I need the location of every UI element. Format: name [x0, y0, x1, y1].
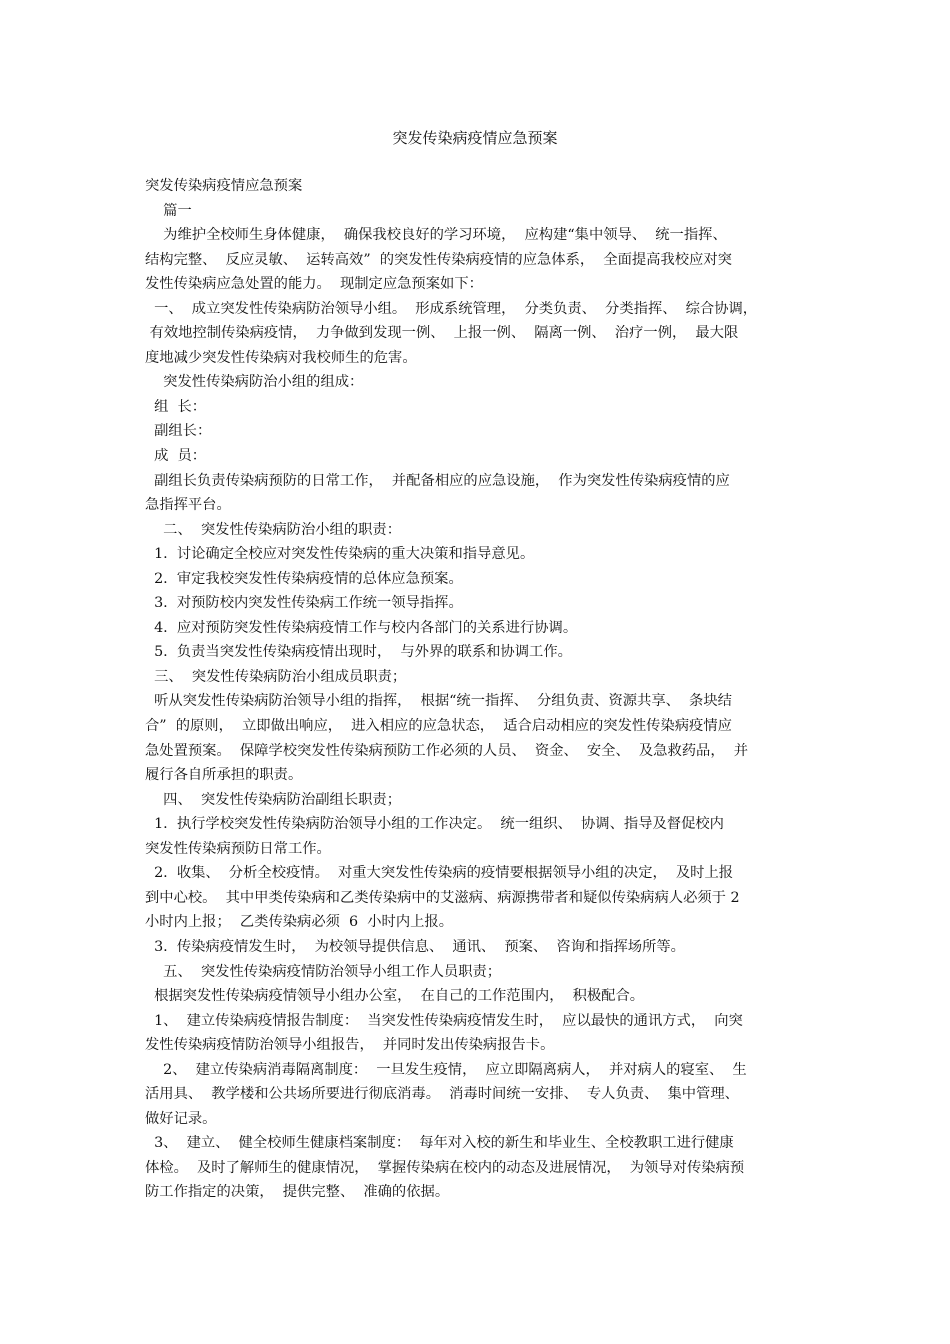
text-line: 突发传染病疫情应急预案 [145, 178, 303, 194]
text-line: 四、 突发性传染病防治副组长职责； [145, 791, 402, 808]
text-line: 急指挥平台。 [145, 497, 231, 514]
text-line: 篇一 [145, 202, 192, 219]
text-line: 1. 讨论确定全校应对突发性传染病的重大决策和指导意见。 [145, 546, 535, 563]
text-line: 防工作指定的决策， 提供完整、 准确的依据。 [145, 1184, 450, 1201]
text-line: 五、 突发性传染病疫情防治领导小组工作人员职责； [145, 963, 502, 980]
document-body [145, 174, 815, 1205]
text-line: 听从突发性传染病防治领导小组的指挥， 根据“统一指挥、 分组负责、资源共享、 条块结 [145, 693, 732, 710]
text-line: 急处置预案。 保障学校突发性传染病预防工作必须的人员、 资金、 安全、 及急救药品， 并 [145, 742, 749, 759]
text-line: 1. 执行学校突发性传染病防治领导小组的工作决定。 统一组织、 协调、指导及督促校内 [145, 816, 724, 833]
text-line: 3、 建立、 健全校师生健康档案制度： 每年对入校的新生和毕业生、全校教职工进行健康 [145, 1135, 734, 1152]
page-title: 突发传染病疫情应急预案 [392, 129, 558, 147]
text-line: 有效地控制传染病疫情， 力争做到发现一例、 上报一例、 隔离一例、 治疗一例， 最大限 [145, 325, 739, 342]
text-line: 4. 应对预防突发性传染病疫情工作与校内各部门的关系进行协调。 [145, 619, 578, 636]
text-line: 一、 成立突发性传染病防治领导小组。 形成系统管理， 分类负责、 分类指挥、 综合协调， [145, 300, 758, 317]
text-line: 组 长： [145, 398, 207, 415]
text-line: 2. 审定我校突发性传染病疫情的总体应急预案。 [145, 570, 463, 587]
text-line: 合” 的原则， 立即做出响应， 进入相应的应急状态， 适合启动相应的突发性传染病疫情应 [145, 718, 732, 735]
text-line: 突发性传染病预防日常工作。 [145, 840, 331, 857]
text-line: 发性传染病应急处置的能力。 现制定应急预案如下： [145, 276, 483, 293]
text-line: 2、 建立传染病消毒隔离制度： 一旦发生疫情， 应立即隔离病人， 并对病人的寝室、 生 [145, 1061, 747, 1078]
text-line: 结构完整、 反应灵敏、 运转高效” 的突发性传染病疫情的应急体系， 全面提高我校应对突 [145, 251, 732, 268]
text-line: 二、 突发性传染病防治小组的职责： [145, 521, 402, 538]
text-line: 做好记录。 [145, 1110, 217, 1127]
text-line: 副组长： [145, 423, 212, 440]
text-line: 为维护全校师生身体健康， 确保我校良好的学习环境， 应构建“集中领导、 统一指挥、 [145, 227, 727, 244]
text-line: 成 员： [145, 448, 207, 465]
text-line: 活用具、 教学楼和公共场所要进行彻底消毒。 消毒时间统一安排、 专人负责、 集中管理、 [145, 1086, 739, 1103]
text-line: 1、 建立传染病疫情报告制度： 当突发性传染病疫情发生时， 应以最快的通讯方式， 向突 [145, 1012, 743, 1029]
text-line: 5. 负责当突发性传染病疫情出现时， 与外界的联系和协调工作。 [145, 644, 572, 661]
text-line: 突发性传染病防治小组的组成： [145, 374, 364, 391]
text-line: 三、 突发性传染病防治小组成员职责； [145, 668, 407, 685]
text-line: 小时内上报； 乙类传染病必须 6 小时内上报。 [145, 914, 454, 931]
text-line: 根据突发性传染病疫情领导小组办公室， 在自己的工作范围内， 积极配合。 [145, 988, 645, 1005]
text-line: 3. 对预防校内突发性传染病工作统一领导指挥。 [145, 595, 463, 612]
text-line: 3. 传染病疫情发生时， 为校领导提供信息、 通讯、 预案、 咨询和指挥场所等。 [145, 938, 685, 955]
text-line: 体检。 及时了解师生的健康情况， 掌握传染病在校内的动态及进展情况， 为领导对传染病预 [145, 1159, 745, 1176]
text-line: 发性传染病疫情防治领导小组报告， 并同时发出传染病报告卡。 [145, 1037, 555, 1054]
text-line: 到中心校。 其中甲类传染病和乙类传染病中的艾滋病、病源携带者和疑似传染病病人必须于 2 [145, 889, 740, 906]
text-line: 度地减少突发性传染病对我校师生的危害。 [145, 349, 417, 366]
text-line: 副组长负责传染病预防的日常工作， 并配备相应的应急设施， 作为突发性传染病疫情的应 [145, 472, 730, 489]
text-line: 履行各自所承担的职责。 [145, 767, 303, 784]
text-line: 2. 收集、 分析全校疫情。 对重大突发性传染病的疫情要根据领导小组的决定， 及时上报 [145, 865, 734, 882]
